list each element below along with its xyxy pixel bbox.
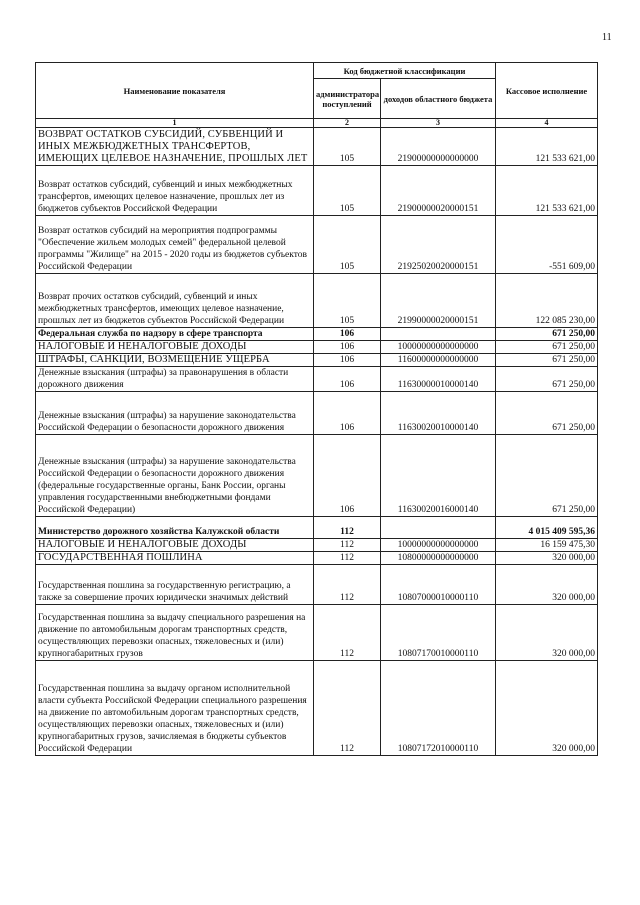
row-name: Государственная пошлина за государственную регистрацию, а также за совершение прочих юридически значимых действий (36, 565, 314, 605)
table-row (36, 367, 598, 392)
table-row (36, 354, 598, 367)
row-admin-code: 106 (314, 392, 381, 435)
row-name: ВОЗВРАТ ОСТАТКОВ СУБСИДИЙ, СУБВЕНЦИЙ И ИНЫХ МЕЖБЮДЖЕТНЫХ ТРАНСФЕРТОВ, ИМЕЮЩИХ ЦЕЛЕВОЕ НАЗНАЧЕНИЕ, ПРОШЛЫХ ЛЕТ (36, 128, 314, 166)
row-name: Государственная пошлина за выдачу специального разрешения на движение по автомобильным дорогам транспортных средств, осуществляющих перевозки опасных, тяжеловесных и (или) крупногабаритных грузов (36, 605, 314, 661)
row-name: Министерство дорожного хозяйства Калужской области (36, 517, 314, 539)
table-row (36, 517, 598, 539)
row-name: ШТРАФЫ, САНКЦИИ, ВОЗМЕЩЕНИЕ УЩЕРБА (36, 354, 314, 367)
row-amount: 121 533 621,00 (496, 128, 598, 166)
table-row (36, 565, 598, 605)
table-row (36, 328, 598, 341)
table-row (36, 128, 598, 166)
table-row (36, 274, 598, 328)
row-income-code: 11630020010000140 (381, 392, 496, 435)
row-income-code: 10000000000000000 (381, 539, 496, 552)
row-admin-code: 112 (314, 517, 381, 539)
header-indicator-name: Наименование показателя (36, 63, 314, 119)
row-name: Денежные взыскания (штрафы) за нарушение законодательства Российской Федерации о безопасности дорожного движения (36, 392, 314, 435)
row-admin-code: 112 (314, 605, 381, 661)
row-income-code: 11630000010000140 (381, 367, 496, 392)
table-row (36, 392, 598, 435)
row-amount: 671 250,00 (496, 341, 598, 354)
row-admin-code: 106 (314, 367, 381, 392)
row-admin-code: 112 (314, 539, 381, 552)
table-row (36, 661, 598, 756)
row-amount: 320 000,00 (496, 565, 598, 605)
row-name: Денежные взыскания (штрафы) за нарушение законодательства Российской Федерации о безопасности дорожного движения (федеральные государственные органы, Банк России, органы управления государственными внебюджетными фондами Российской Федерации) (36, 435, 314, 517)
row-name: Возврат остатков субсидий, субвенций и иных межбюджетных трансфертов, имеющих целевое назначение, прошлых лет из бюджетов субъектов Российской Федерации (36, 166, 314, 216)
row-name: Возврат прочих остатков субсидий, субвенций и иных межбюджетных трансфертов, имеющих целевое назначение, прошлых лет из бюджетов субъектов Российской Федерации (36, 274, 314, 328)
table-row (36, 605, 598, 661)
page-number: 11 (602, 32, 612, 43)
table-row (36, 166, 598, 216)
row-income-code: 21900000020000151 (381, 166, 496, 216)
table-row (36, 341, 598, 354)
row-income-code: 11630020016000140 (381, 435, 496, 517)
row-income-code: 10807170010000110 (381, 605, 496, 661)
column-number-4: 4 (496, 119, 598, 128)
row-admin-code: 106 (314, 354, 381, 367)
column-number-3: 3 (381, 119, 496, 128)
table-row (36, 539, 598, 552)
row-admin-code: 105 (314, 274, 381, 328)
row-amount: 121 533 621,00 (496, 166, 598, 216)
row-income-code (381, 328, 496, 341)
row-amount: 320 000,00 (496, 605, 598, 661)
row-name: НАЛОГОВЫЕ И НЕНАЛОГОВЫЕ ДОХОДЫ (36, 539, 314, 552)
table-row (36, 552, 598, 565)
table-row (36, 435, 598, 517)
row-admin-code: 105 (314, 216, 381, 274)
row-name: Государственная пошлина за выдачу органом исполнительной власти субъекта Российской Федерации специального разрешения на движение по автомобильным дорогам транспортных средств, осуществляющих перевозки опасных, тяжеловесных и (или) крупногабаритных грузов, зачисляемая в бюджеты субъектов Российской Федерации (36, 661, 314, 756)
row-income-code: 10807172010000110 (381, 661, 496, 756)
row-admin-code: 112 (314, 552, 381, 565)
row-income-code (381, 517, 496, 539)
row-amount: 122 085 230,00 (496, 274, 598, 328)
row-name: НАЛОГОВЫЕ И НЕНАЛОГОВЫЕ ДОХОДЫ (36, 341, 314, 354)
row-name: ГОСУДАРСТВЕННАЯ ПОШЛИНА (36, 552, 314, 565)
row-admin-code: 106 (314, 341, 381, 354)
row-admin-code: 112 (314, 565, 381, 605)
column-number-2: 2 (314, 119, 381, 128)
row-amount: 320 000,00 (496, 552, 598, 565)
row-amount: 671 250,00 (496, 435, 598, 517)
row-name: Возврат остатков субсидий на мероприятия подпрограммы "Обеспечение жильем молодых семей" федеральной целевой программы "Жилище" на 2015 - 2020 годы из бюджетов субъектов Российской Федерации (36, 216, 314, 274)
row-name: Федеральная служба по надзору в сфере транспорта (36, 328, 314, 341)
row-amount: 320 000,00 (496, 661, 598, 756)
row-admin-code: 112 (314, 661, 381, 756)
header-classification-code: Код бюджетной классификации (314, 63, 496, 79)
row-name: Денежные взыскания (штрафы) за правонарушения в области дорожного движения (36, 367, 314, 392)
row-income-code: 10800000000000000 (381, 552, 496, 565)
row-income-code: 21900000000000000 (381, 128, 496, 166)
header-income-code: доходов областного бюджета (381, 79, 496, 119)
row-amount: 671 250,00 (496, 367, 598, 392)
row-amount: -551 609,00 (496, 216, 598, 274)
row-income-code: 10000000000000000 (381, 341, 496, 354)
header-admin-code: администратора поступлений (314, 79, 381, 119)
row-income-code: 21990000020000151 (381, 274, 496, 328)
row-admin-code: 106 (314, 435, 381, 517)
column-number-1: 1 (36, 119, 314, 128)
table-row (36, 216, 598, 274)
revenue-table (35, 62, 598, 756)
row-amount: 671 250,00 (496, 328, 598, 341)
row-amount: 671 250,00 (496, 354, 598, 367)
row-amount: 16 159 475,30 (496, 539, 598, 552)
row-amount: 671 250,00 (496, 392, 598, 435)
row-admin-code: 105 (314, 128, 381, 166)
row-income-code: 10807000010000110 (381, 565, 496, 605)
row-amount: 4 015 409 595,36 (496, 517, 598, 539)
row-admin-code: 105 (314, 166, 381, 216)
row-admin-code: 106 (314, 328, 381, 341)
row-income-code: 21925020020000151 (381, 216, 496, 274)
header-cash-execution: Кассовое исполнение (496, 63, 598, 119)
row-income-code: 11600000000000000 (381, 354, 496, 367)
